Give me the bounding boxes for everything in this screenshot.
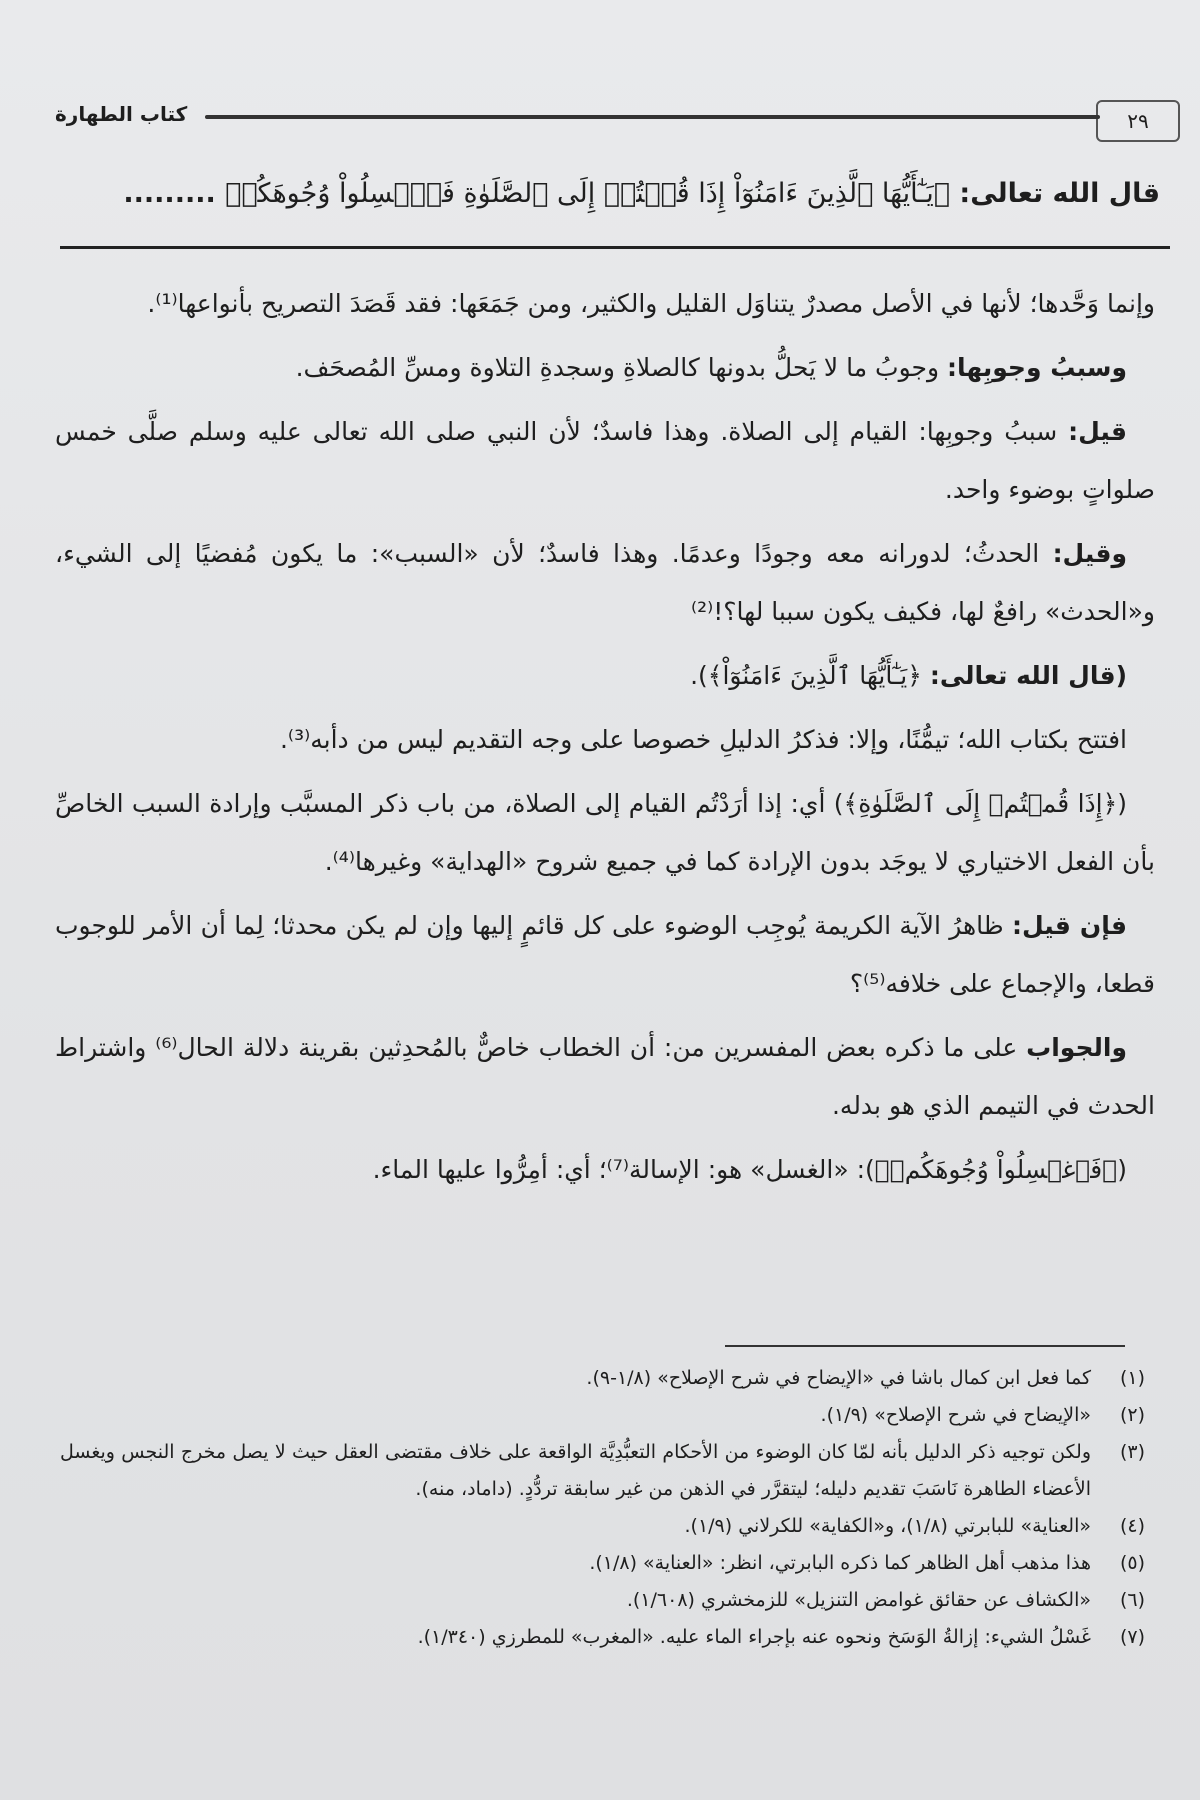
footnote-text: هذا مذهب أهل الظاهر كما ذكره البابرتي، انظر: «العناية» (١/٨). [589, 1552, 1091, 1574]
verse-lead: قال الله تعالى: [959, 178, 1160, 209]
footnote [60, 1360, 1145, 1397]
verse-heading [60, 178, 1160, 209]
footnote-rule [725, 1345, 1125, 1347]
footnote [60, 1582, 1145, 1619]
paragraph-text: وإنما وَحَّدها؛ لأنها في الأصل مصدرٌ يتناوَل القليل والكثير، ومن جَمَعَها: فقد قَصَدَ التصريح بأنواعها⁽¹⁾. [147, 289, 1155, 318]
page-number: ٢٩ [1096, 100, 1180, 142]
footnote-number: (٦) [1119, 1589, 1145, 1611]
paragraph [55, 897, 1155, 1013]
footnote-number: (٢) [1119, 1404, 1145, 1426]
paragraph [55, 711, 1155, 769]
footnote-text: كما فعل ابن كمال باشا في «الإيضاح في شرح الإصلاح» (١/٨-٩). [586, 1367, 1091, 1389]
paragraph-text: على ما ذكره بعض المفسرين من: أن الخطاب خاصٌّ بالمُحدِثين بقرينة دلالة الحال⁽⁶⁾ واشتراط الحدث في التيمم الذي هو بدله. [55, 1033, 1155, 1120]
paragraph [55, 525, 1155, 641]
paragraph [55, 275, 1155, 333]
footnote-number: (١) [1119, 1367, 1145, 1389]
paragraph [55, 403, 1155, 519]
footnote [60, 1545, 1145, 1582]
paragraph-lead: والجواب [1026, 1033, 1127, 1062]
paragraph-text: الحدثُ؛ لدورانه معه وجودًا وعدمًا. وهذا فاسدٌ؛ لأن «السبب»: ما يكون مُفضيًا إلى الشيء، و«الحدث» رافعٌ لها، فكيف يكون سببا لها؟!⁽²⁾ [55, 539, 1155, 626]
footnote [60, 1397, 1145, 1434]
header-rule [205, 115, 1100, 119]
paragraph-text: سببُ وجوبِها: القيام إلى الصلاة. وهذا فاسدٌ؛ لأن النبي صلى الله تعالى عليه وسلم صلَّى خمس صلواتٍ بوضوء واحد. [55, 417, 1155, 504]
paragraph [55, 1019, 1155, 1135]
paragraph-text: ظاهرُ الآية الكريمة يُوجِب الوضوء على كل قائمٍ إليها وإن لم يكن محدثا؛ لِما أن الأمر للوجوب قطعا، والإجماع على خلافه⁽⁵⁾؟ [55, 911, 1155, 998]
paragraph [55, 647, 1155, 705]
paragraph-lead: (قال الله تعالى: [929, 661, 1127, 690]
footnote-number: (٤) [1119, 1515, 1145, 1537]
paragraph-text: (﴿فَٱغۡسِلُواْ وُجُوهَكُمۡ﴾): «الغسل» هو: الإسالة⁽⁷⁾؛ أي: أمِرُّوا عليها الماء. [372, 1155, 1127, 1184]
paragraph-lead: فإن قيل: [1011, 911, 1128, 940]
paragraph-text: وجوبُ ما لا يَحلُّ بدونها كالصلاةِ وسجدةِ التلاوة ومسِّ المُصحَف. [295, 353, 947, 382]
footnote-text: «العناية» للبابرتي (١/٨)، و«الكفاية» للكرلاني (١/٩). [684, 1515, 1091, 1537]
footnote [60, 1434, 1145, 1508]
paragraph-text: ﴿يَـٰٓأَيُّهَا ٱلَّذِينَ ءَامَنُوٓاْ﴾). [690, 661, 930, 690]
paragraph-lead: وسببُ وجوبِها: [946, 353, 1127, 382]
book-title: كتاب الطهارة [55, 102, 188, 126]
paragraph [55, 339, 1155, 397]
footnote-text: «الإيضاح في شرح الإصلاح» (١/٩). [820, 1404, 1091, 1426]
heading-rule [60, 246, 1170, 249]
paragraph-text: (﴿إِذَا قُمۡتُمۡ إِلَى ٱلصَّلَوٰةِ﴾) أي: إذا أرَدْتُم القيام إلى الصلاة، من باب ذكر المسبَّب وإرادة السبب الخاصِّ بأن الفعل الاختياري لا يوجَد بدون الإرادة كما في جميع شروح «الهداية» وغيرها⁽⁴⁾. [55, 789, 1155, 876]
paragraph [55, 1141, 1155, 1199]
running-header [55, 100, 1180, 146]
footnote-number: (٥) [1119, 1552, 1145, 1574]
footnote-text: ولكن توجيه ذكر الدليل بأنه لمّا كان الوضوء من الأحكام التعبُّدِيَّة الواقعة على خلاف مقتضى العقل حيث لا يصل مخرج النجس ويغسل الأعضاء الطاهرة نَاسَبَ تقديم دليله؛ ليتقرَّر في الذهن من غير سابقة تردُّدٍ. (داماد، منه). [60, 1441, 1091, 1500]
footnotes [60, 1360, 1145, 1656]
main-text [55, 275, 1155, 1205]
footnote-number: (٧) [1119, 1626, 1145, 1648]
paragraph-text: افتتح بكتاب الله؛ تيمُّنًا، وإلا: فذكرُ الدليلِ خصوصا على وجه التقديم ليس من دأبه⁽³⁾. [279, 725, 1127, 754]
footnote-text: «الكشاف عن حقائق غوامض التنزيل» للزمخشري (١/٦٠٨). [626, 1589, 1091, 1611]
verse-dots: ......... [123, 178, 216, 209]
paragraph-lead: قيل: [1068, 417, 1127, 446]
quran-verse: ﴿يَـٰٓأَيُّهَا ٱلَّذِينَ ءَامَنُوٓاْ إِذَا قُمۡتُمۡ إِلَى ٱلصَّلَوٰةِ فَٱغۡسِلُواْ وُجُوهَكُمۡ [225, 178, 950, 209]
footnote [60, 1508, 1145, 1545]
footnote-number: (٣) [1119, 1441, 1145, 1463]
paragraph-lead: وقيل: [1052, 539, 1127, 568]
footnote-text: غَسْلُ الشيء: إزالةُ الوَسَخ ونحوه عنه بإجراء الماء عليه. «المغرب» للمطرزي (١/٣٤٠). [417, 1626, 1091, 1648]
paragraph [55, 775, 1155, 891]
footnote [60, 1619, 1145, 1656]
